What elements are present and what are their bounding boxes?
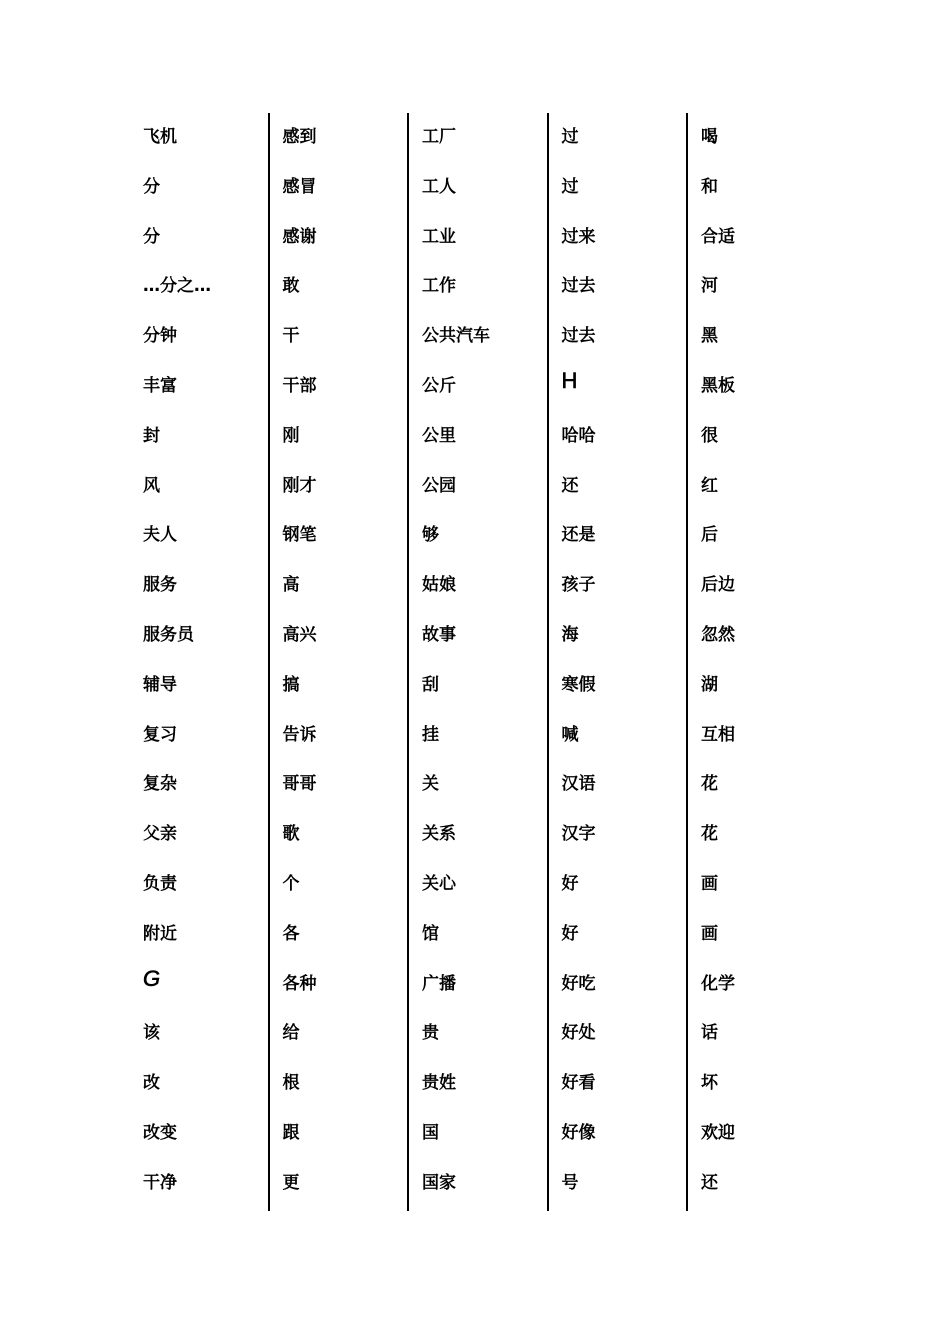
word-column-5 [686, 113, 826, 1211]
vocabulary-word: 服务员 [143, 625, 194, 645]
vocabulary-word: 画 [701, 874, 718, 894]
vocabulary-word: 关系 [422, 824, 456, 845]
word-column-1 [128, 113, 268, 1211]
vocabulary-word: 红 [701, 475, 718, 496]
vocabulary-word: 刮 [422, 674, 439, 695]
vocabulary-word: 辅导 [143, 674, 177, 695]
vocabulary-word: 歌 [282, 824, 300, 845]
vocabulary-word: 号 [561, 1172, 579, 1193]
vocabulary-word: 广播 [422, 973, 456, 994]
vocabulary-word: 过去 [561, 276, 596, 297]
column-divider [547, 113, 549, 1211]
vocabulary-word: 还是 [561, 525, 596, 546]
vocabulary-word: 敢 [282, 276, 300, 297]
vocabulary-word: 改 [143, 1073, 160, 1094]
vocabulary-word: 喝 [701, 127, 718, 147]
vocabulary-word: 更 [282, 1172, 300, 1193]
vocabulary-word: 黑 [701, 326, 718, 347]
vocabulary-word: 根 [282, 1073, 300, 1094]
vocabulary-word: 各种 [282, 973, 317, 994]
vocabulary-word: 好吃 [561, 973, 596, 994]
vocabulary-word: 工业 [422, 226, 456, 247]
vocabulary-word: 封 [143, 425, 160, 446]
vocabulary-word: 黑板 [701, 376, 735, 396]
vocabulary-word: 河 [701, 276, 718, 297]
column-divider [686, 113, 688, 1211]
vocabulary-word: 还 [701, 1172, 718, 1193]
vocabulary-word: 感冒 [282, 176, 317, 197]
vocabulary-word: 话 [701, 1023, 718, 1044]
vocabulary-word: 高兴 [282, 625, 317, 645]
vocabulary-word: 该 [143, 1023, 160, 1044]
vocabulary-word: 海 [561, 625, 579, 645]
vocabulary-word: 好像 [561, 1123, 596, 1143]
vocabulary-word: 好 [561, 923, 579, 944]
vocabulary-word: 喊 [561, 724, 579, 745]
vocabulary-word: 汉字 [561, 824, 596, 845]
vocabulary-word: 好处 [561, 1023, 596, 1044]
vocabulary-word: 欢迎 [701, 1123, 735, 1143]
vocabulary-word: 过 [561, 176, 579, 197]
vocabulary-word: 干部 [282, 376, 317, 396]
vocabulary-word: 干 [282, 326, 300, 347]
word-column-3 [407, 113, 547, 1211]
word-column-4 [547, 113, 687, 1211]
vocabulary-word: 故事 [422, 625, 456, 645]
vocabulary-word: 过 [561, 127, 579, 147]
vocabulary-word: 国 [422, 1123, 439, 1143]
vocabulary-word: 分 [143, 226, 160, 247]
vocabulary-word: 够 [422, 525, 439, 546]
vocabulary-word: 忽然 [701, 625, 735, 645]
vocabulary-word: 画 [701, 923, 718, 944]
vocabulary-word: 附近 [143, 923, 177, 944]
vocabulary-word: 钢笔 [282, 525, 317, 546]
vocabulary-word: 复杂 [143, 774, 177, 795]
vocabulary-word: …分之… [143, 276, 211, 297]
vocabulary-word: 改变 [143, 1123, 177, 1143]
vocabulary-word: 负责 [143, 874, 177, 894]
vocabulary-word: 后边 [701, 575, 735, 596]
vocabulary-word: 好看 [561, 1073, 596, 1094]
vocabulary-word: 孩子 [561, 575, 596, 596]
vocabulary-word: 跟 [282, 1123, 300, 1143]
vocabulary-word: 丰富 [143, 376, 177, 396]
vocabulary-word: 分钟 [143, 326, 177, 347]
vocabulary-word: 贵姓 [422, 1073, 456, 1094]
vocabulary-word: 馆 [422, 923, 439, 944]
vocabulary-word: 父亲 [143, 824, 177, 845]
vocabulary-word: 复习 [143, 724, 177, 745]
vocabulary-word: 公里 [422, 425, 456, 446]
vocabulary-word: 给 [282, 1023, 300, 1044]
vocabulary-word: 过去 [561, 326, 596, 347]
section-letter-heading: G [143, 965, 161, 991]
vocabulary-word: 哈哈 [561, 425, 596, 446]
vocabulary-word: 搞 [282, 674, 300, 695]
vocabulary-word: 寒假 [561, 674, 596, 695]
vocabulary-word: 个 [282, 874, 300, 894]
vocabulary-word: 好 [561, 874, 579, 894]
vocabulary-word: 公园 [422, 475, 456, 496]
vocabulary-word: 国家 [422, 1172, 456, 1193]
column-divider [268, 113, 270, 1211]
vocabulary-word: 哥哥 [282, 774, 317, 795]
column-divider [407, 113, 409, 1211]
vocabulary-word: 告诉 [282, 724, 317, 745]
vocabulary-word: 风 [143, 475, 160, 496]
vocabulary-word: 各 [282, 923, 300, 944]
vocabulary-word: 干净 [143, 1172, 177, 1193]
vocabulary-word: 花 [701, 774, 718, 795]
vocabulary-word: 化学 [701, 973, 735, 994]
vocabulary-word: 刚 [282, 425, 300, 446]
vocabulary-word: 贵 [422, 1023, 439, 1044]
vocabulary-word: 服务 [143, 575, 177, 596]
vocabulary-word: 和 [701, 176, 718, 197]
vocabulary-word: 工作 [422, 276, 456, 297]
vocabulary-word: 汉语 [561, 774, 596, 795]
vocabulary-word: 花 [701, 824, 718, 845]
vocabulary-word: 合适 [701, 226, 735, 247]
vocabulary-word: 感谢 [282, 226, 317, 247]
vocabulary-word: 分 [143, 176, 160, 197]
section-letter-heading: H [561, 368, 578, 393]
vocabulary-word: 高 [282, 575, 300, 596]
vocabulary-word: 感到 [282, 127, 317, 147]
vocabulary-word-grid [128, 113, 828, 1211]
vocabulary-word: 公斤 [422, 376, 456, 396]
vocabulary-word: 过来 [561, 226, 596, 247]
vocabulary-word: 挂 [422, 724, 439, 745]
word-column-2 [268, 113, 408, 1211]
vocabulary-word: 工厂 [422, 127, 456, 147]
vocabulary-word: 夫人 [143, 525, 177, 546]
vocabulary-word: 工人 [422, 176, 456, 197]
vocabulary-word: 飞机 [143, 127, 177, 147]
vocabulary-word: 湖 [701, 674, 718, 695]
vocabulary-word: 坏 [701, 1073, 718, 1094]
vocabulary-word: 关心 [422, 874, 456, 894]
vocabulary-word: 后 [701, 525, 718, 546]
vocabulary-word: 刚才 [282, 475, 317, 496]
vocabulary-word: 还 [561, 475, 579, 496]
vocabulary-word: 公共汽车 [422, 326, 490, 347]
vocabulary-word: 姑娘 [422, 575, 456, 596]
vocabulary-word: 很 [701, 425, 718, 446]
vocabulary-word: 互相 [701, 724, 735, 745]
vocabulary-word: 关 [422, 774, 439, 795]
